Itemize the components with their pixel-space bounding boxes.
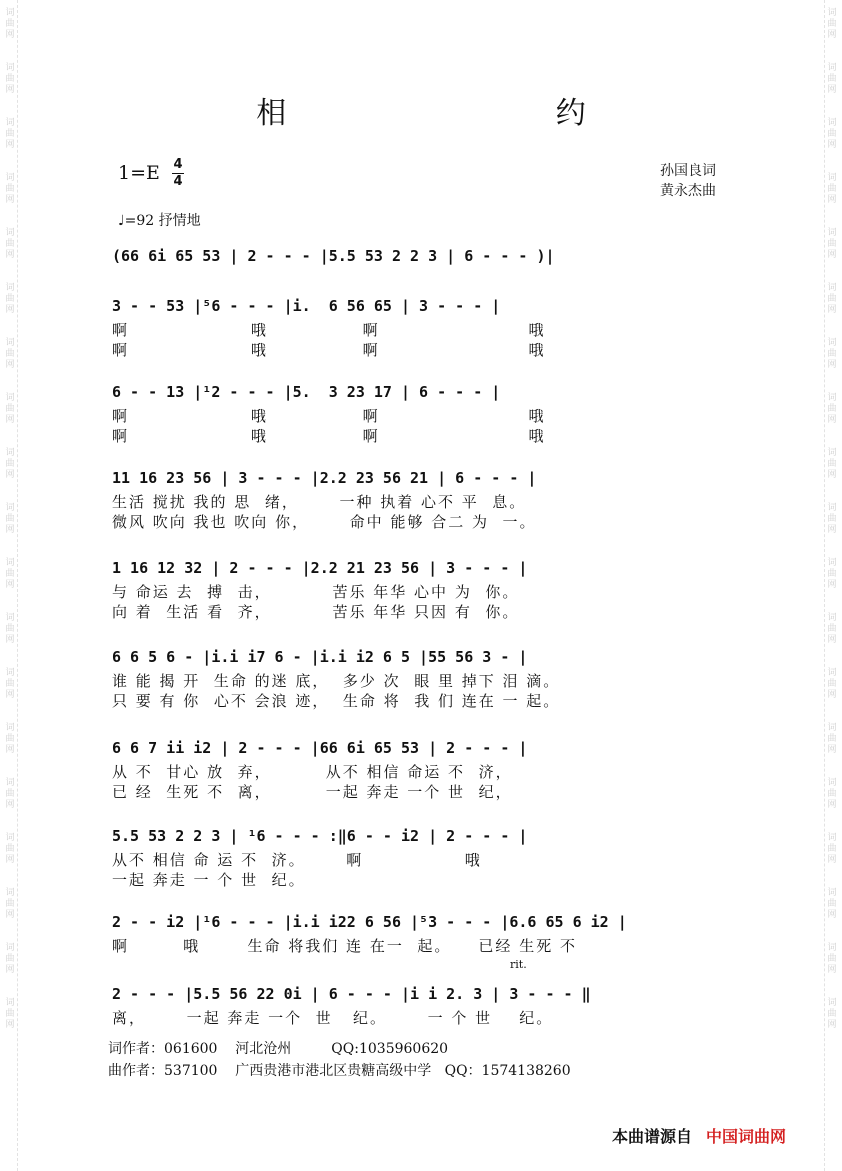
watermark-char: 曲 (827, 514, 837, 524)
watermark-char: 网 (5, 800, 15, 810)
source-site-link[interactable]: 中国词曲网 (706, 1127, 787, 1146)
watermark-char: 词 (5, 8, 15, 18)
watermark-char: 词 (5, 998, 15, 1008)
watermark-char: 词 (827, 613, 837, 623)
watermark-glyphs (827, 338, 836, 371)
score-row (112, 822, 740, 890)
watermark-char: 词 (827, 63, 837, 73)
watermark-char: 曲 (5, 514, 15, 524)
watermark-glyphs (5, 338, 14, 371)
watermark-char: 网 (5, 855, 15, 865)
watermark-char: 网 (827, 910, 837, 920)
watermark-column-right (824, 0, 839, 1171)
watermark-glyphs (827, 448, 836, 481)
watermark-char: 网 (5, 250, 15, 260)
watermark-char: 词 (5, 558, 15, 568)
watermark-char: 网 (5, 1020, 15, 1030)
source-label: 本曲谱源自 (612, 1127, 693, 1146)
watermark-char: 曲 (5, 404, 15, 414)
notation-line: 1 16 12 32 | 2 - - - |2.2 21 23 56 | 3 - - - | (112, 559, 528, 577)
watermark-char: 网 (5, 305, 15, 315)
watermark-char: 词 (827, 118, 837, 128)
watermark-char: 词 (827, 503, 837, 513)
watermark-char: 词 (5, 118, 15, 128)
watermark-glyphs (5, 448, 14, 481)
watermark-char: 词 (5, 503, 15, 513)
watermark-char: 词 (5, 448, 15, 458)
watermark-char: 词 (827, 393, 837, 403)
watermark-char: 曲 (827, 624, 837, 634)
notation-line: 6 6 7 ii i2 | 2 - - - |66 6i 65 53 | 2 - - - | (112, 739, 528, 757)
watermark-char: 词 (5, 888, 15, 898)
lyric-line-1: 从 不 甘心 放 弃， 从不 相信 命运 不 济， (112, 763, 513, 781)
watermark-char: 词 (827, 558, 837, 568)
time-signature-bottom: 4 (173, 174, 183, 189)
watermark-char: 曲 (827, 184, 837, 194)
watermark-glyphs (5, 723, 14, 756)
watermark-char: 网 (827, 360, 837, 370)
watermark-char: 网 (827, 800, 837, 810)
watermark-char: 曲 (827, 954, 837, 964)
watermark-glyphs (827, 393, 836, 426)
watermark-char: 词 (5, 723, 15, 733)
watermark-char: 曲 (5, 239, 15, 249)
watermark-char: 网 (827, 1020, 837, 1030)
watermark-char: 词 (827, 833, 837, 843)
watermark-char: 词 (5, 338, 15, 348)
watermark-glyphs (5, 888, 14, 921)
score-row (112, 292, 740, 360)
watermark-char: 词 (5, 833, 15, 843)
time-signature-top: 4 (173, 157, 183, 172)
watermark-char: 曲 (5, 624, 15, 634)
lyric-line-2: 一起 奔走 一 个 世 纪。 (112, 871, 306, 889)
score-row (112, 464, 740, 532)
watermark-char: 曲 (827, 294, 837, 304)
watermark-char: 词 (5, 63, 15, 73)
watermark-char: 网 (5, 525, 15, 535)
watermark-char: 词 (827, 228, 837, 238)
watermark-char: 词 (827, 173, 837, 183)
watermark-char: 网 (5, 635, 15, 645)
watermark-glyphs (827, 283, 836, 316)
watermark-char: 曲 (827, 349, 837, 359)
watermark-glyphs (827, 833, 836, 866)
watermark-char: 词 (827, 8, 837, 18)
lyric-line-1: 谁 能 揭 开 生命 的迷 底， 多少 次 眼 里 掉下 泪 滴。 (112, 672, 561, 690)
watermark-glyphs (827, 778, 836, 811)
notation-line: 2 - - - |5.5 56 22 0i | 6 - - - |i i 2. 3 | 3 - - - ‖ (112, 985, 591, 1003)
watermark-char: 网 (827, 195, 837, 205)
watermark-char: 词 (827, 668, 837, 678)
watermark-char: 曲 (827, 459, 837, 469)
watermark-glyphs (827, 173, 836, 206)
watermark-char: 曲 (827, 239, 837, 249)
watermark-char: 词 (827, 723, 837, 733)
watermark-char: 词 (827, 283, 837, 293)
watermark-char: 曲 (827, 844, 837, 854)
watermark-char: 曲 (827, 19, 837, 29)
lyric-line-1: 啊 哦 啊 哦 (112, 407, 546, 425)
watermark-glyphs (5, 173, 14, 206)
watermark-char: 曲 (827, 1009, 837, 1019)
watermark-char: 曲 (5, 789, 15, 799)
watermark-char: 网 (827, 525, 837, 535)
notation-line: 2 - - i2 |¹6 - - - |i.i i22 6 56 |⁵3 - - - |6.6 65 6 i2 | (112, 913, 627, 931)
watermark-char: 词 (827, 943, 837, 953)
watermark-column-left (3, 0, 18, 1171)
watermark-char: 网 (827, 250, 837, 260)
watermark-char: 词 (827, 778, 837, 788)
watermark-char: 曲 (5, 679, 15, 689)
watermark-char: 词 (5, 943, 15, 953)
watermark-glyphs (5, 943, 14, 976)
watermark-char: 网 (5, 415, 15, 425)
score-row (112, 980, 740, 1028)
watermark-char: 网 (827, 305, 837, 315)
ritardando-marking: rit. (510, 958, 527, 971)
watermark-char: 网 (5, 690, 15, 700)
watermark-char: 曲 (5, 954, 15, 964)
notation-line: 11 16 23 56 | 3 - - - |2.2 23 56 21 | 6 - - - | (112, 469, 537, 487)
lyric-line-1: 啊 哦 啊 哦 (112, 321, 546, 339)
watermark-char: 词 (5, 668, 15, 678)
watermark-char: 词 (827, 338, 837, 348)
watermark-char: 网 (827, 470, 837, 480)
watermark-glyphs (827, 8, 836, 41)
lyricist-info: 词作者：061600 河北沧州 QQ:1035960620 (108, 1041, 449, 1057)
watermark-glyphs (827, 943, 836, 976)
score-row (112, 554, 740, 622)
watermark-glyphs (827, 558, 836, 591)
watermark-glyphs (5, 393, 14, 426)
watermark-char: 曲 (827, 569, 837, 579)
watermark-char: 曲 (827, 899, 837, 909)
watermark-glyphs (827, 503, 836, 536)
lyric-line-2: 只 要 有 你 心不 会浪 迹， 生命 将 我 们 连在 一 起。 (112, 692, 561, 710)
notation-line: 5.5 53 2 2 3 | ¹6 - - - :‖6 - - i2 | 2 - - - | (112, 827, 528, 845)
watermark-char: 网 (827, 690, 837, 700)
watermark-glyphs (827, 228, 836, 261)
watermark-glyphs (5, 613, 14, 646)
watermark-glyphs (5, 833, 14, 866)
watermark-char: 曲 (5, 294, 15, 304)
watermark-glyphs (827, 613, 836, 646)
watermark-char: 网 (827, 140, 837, 150)
watermark-glyphs (5, 558, 14, 591)
notation-line: 6 6 5 6 - |i.i i7 6 - |i.i i2 6 5 |55 56 3 - | (112, 648, 528, 666)
notation-line: 3 - - 53 |⁵6 - - - |i. 6 56 65 | 3 - - - | (112, 297, 501, 315)
watermark-glyphs (5, 228, 14, 261)
source-credit (612, 1124, 786, 1147)
lyric-line-1: 离， 一起 奔走 一个 世 纪。 一 个 世 纪。 (112, 1009, 554, 1027)
watermark-char: 词 (5, 778, 15, 788)
watermark-glyphs (5, 503, 14, 536)
watermark-char: 曲 (5, 184, 15, 194)
watermark-glyphs (5, 668, 14, 701)
watermark-glyphs (827, 723, 836, 756)
watermark-glyphs (827, 998, 836, 1031)
watermark-char: 曲 (5, 899, 15, 909)
lyric-line-2: 已 经 生死 不 离， 一起 奔走 一个 世 纪， (112, 783, 513, 801)
watermark-char: 词 (5, 393, 15, 403)
watermark-char: 曲 (827, 789, 837, 799)
watermark-char: 曲 (5, 19, 15, 29)
watermark-char: 网 (827, 580, 837, 590)
watermark-char: 词 (5, 613, 15, 623)
watermark-char: 词 (827, 448, 837, 458)
lyric-line-1: 从不 相信 命 运 不 济。 啊 哦 (112, 851, 482, 869)
watermark-char: 曲 (827, 404, 837, 414)
watermark-char: 网 (5, 580, 15, 590)
lyricist-credit: 孙国良词 (660, 163, 716, 179)
key-signature: 1=E (118, 162, 160, 184)
lyric-line-1: 啊 哦 生命 将我们 连 在一 起。 已经 生死 不 (112, 937, 577, 955)
watermark-char: 网 (5, 195, 15, 205)
watermark-char: 词 (5, 173, 15, 183)
page-title: 相 约 (256, 96, 716, 131)
watermark-char: 网 (827, 85, 837, 95)
watermark-char: 网 (5, 965, 15, 975)
lyric-line-2: 向 着 生活 看 齐， 苦乐 年华 只因 有 你。 (112, 603, 520, 621)
watermark-glyphs (5, 8, 14, 41)
watermark-char: 网 (5, 360, 15, 370)
watermark-glyphs (827, 888, 836, 921)
lyric-line-2: 微风 吹向 我也 吹向 你， 命中 能够 合二 为 一。 (112, 513, 537, 531)
notation-line: (66 6i 65 53 | 2 - - - |5.5 53 2 2 3 | 6 - - - )| (112, 247, 555, 265)
score-row (112, 908, 740, 956)
watermark-char: 网 (827, 635, 837, 645)
lyric-line-1: 生活 搅扰 我的 思 绪， 一种 执着 心不 平 息。 (112, 493, 527, 511)
composer-credit: 黄永杰曲 (660, 183, 716, 199)
score-row (112, 643, 740, 711)
watermark-char: 网 (827, 745, 837, 755)
watermark-char: 网 (5, 85, 15, 95)
tempo-marking: ♩=92 抒情地 (118, 213, 201, 229)
watermark-char: 网 (5, 30, 15, 40)
watermark-char: 网 (827, 965, 837, 975)
time-signature (172, 158, 184, 189)
watermark-char: 网 (827, 855, 837, 865)
watermark-char: 词 (827, 888, 837, 898)
watermark-char: 曲 (827, 129, 837, 139)
watermark-char: 网 (827, 30, 837, 40)
watermark-char: 网 (827, 415, 837, 425)
lyric-line-1: 与 命运 去 搏 击， 苦乐 年华 心中 为 你。 (112, 583, 520, 601)
watermark-glyphs (5, 778, 14, 811)
watermark-char: 网 (5, 910, 15, 920)
watermark-glyphs (827, 668, 836, 701)
notation-line: 6 - - 13 |¹2 - - - |5. 3 23 17 | 6 - - - | (112, 383, 501, 401)
watermark-char: 曲 (827, 734, 837, 744)
score-row (112, 378, 740, 446)
watermark-char: 词 (827, 998, 837, 1008)
lyric-line-2: 啊 哦 啊 哦 (112, 427, 546, 445)
watermark-char: 词 (5, 228, 15, 238)
score-row (112, 242, 740, 270)
watermark-char: 网 (5, 745, 15, 755)
watermark-glyphs (5, 283, 14, 316)
composer-info: 曲作者：537100 广西贵港市港北区贵糖高级中学 QQ：1574138260 (108, 1063, 571, 1079)
watermark-char: 曲 (5, 1009, 15, 1019)
watermark-glyphs (5, 998, 14, 1031)
watermark-char: 词 (5, 283, 15, 293)
watermark-char: 曲 (827, 679, 837, 689)
watermark-char: 曲 (5, 129, 15, 139)
watermark-char: 曲 (5, 74, 15, 84)
watermark-char: 网 (5, 470, 15, 480)
watermark-char: 曲 (5, 569, 15, 579)
watermark-char: 曲 (827, 74, 837, 84)
lyric-line-2: 啊 哦 啊 哦 (112, 341, 546, 359)
score-row (112, 734, 740, 802)
watermark-char: 网 (5, 140, 15, 150)
watermark-char: 曲 (5, 734, 15, 744)
watermark-char: 曲 (5, 844, 15, 854)
watermark-char: 曲 (5, 459, 15, 469)
watermark-char: 曲 (5, 349, 15, 359)
